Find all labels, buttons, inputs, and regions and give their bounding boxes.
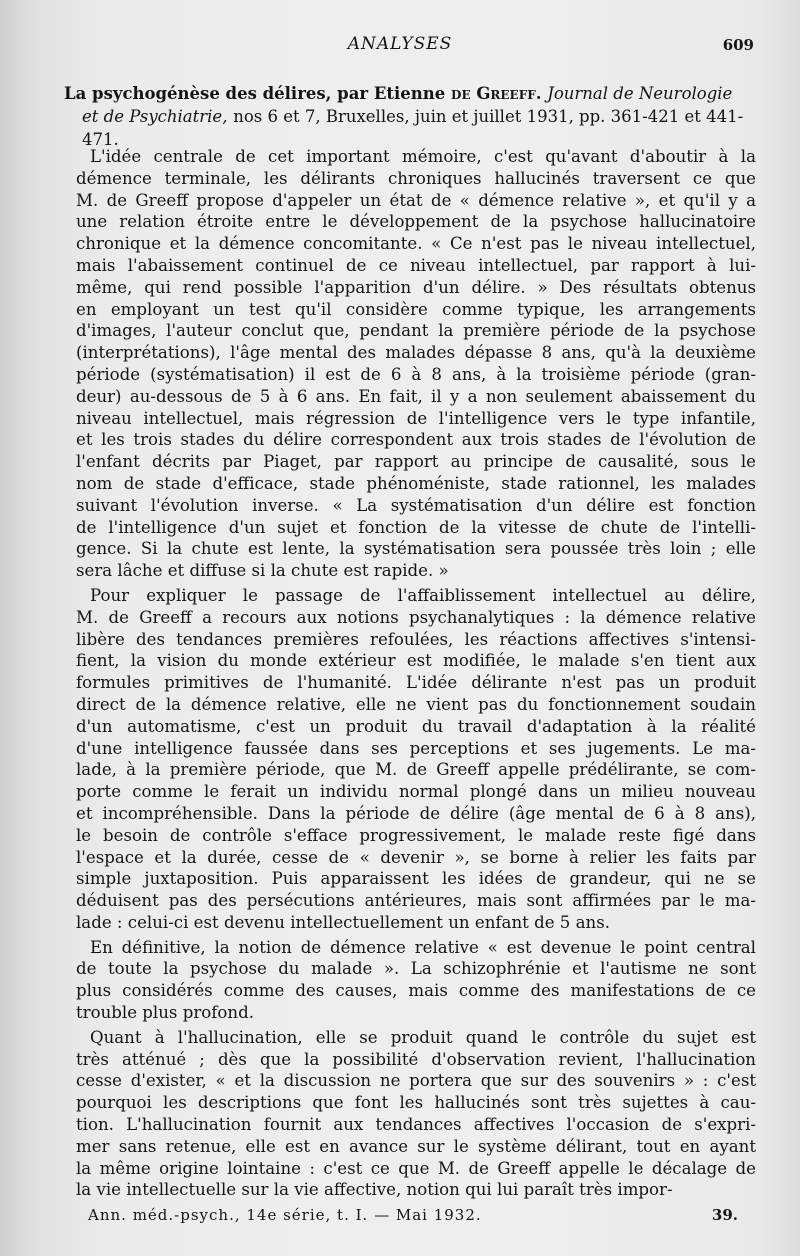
text-line: d'une intelligence faussée dans ses perceptions et ses jugements. Le ma-: [76, 738, 756, 758]
text-line: en employant un test qu'il considère comme typique, les arrangements: [76, 299, 756, 319]
text-line: une relation étroite entre le développement de la psychose hallucinatoire: [76, 212, 756, 232]
text-line: d'un automatisme, c'est un produit du travail d'adaptation à la réalité: [76, 716, 756, 736]
running-head: [0, 30, 800, 60]
article-body: [76, 146, 756, 1204]
page-footer: [88, 1206, 738, 1230]
text-line: cesse d'exister, « et la discussion ne portera que sur des souvenirs » : c'est: [76, 1071, 756, 1091]
text-line: formules primitives de l'humanité. L'idée délirante n'est pas un produit: [76, 673, 756, 693]
text-line: suivant l'évolution inverse. « La systématisation d'un délire est fonction: [76, 495, 756, 515]
text-line: la même origine lointaine : c'est ce que M. de Greeff appelle le décalage de: [76, 1158, 756, 1178]
text-line: et incompréhensible. Dans la période de délire (âge mental de 6 à 8 ans),: [76, 803, 756, 823]
text-line: M. de Greeff a recours aux notions psychanalytiques : la démence relative: [76, 607, 756, 627]
text-line: trouble plus profond.: [76, 1003, 254, 1023]
text-line: porte comme le ferait un individu normal plongé dans un milieu nouveau: [76, 782, 756, 802]
text-line: nom de stade d'efficace, stade phénoméniste, stade rationnel, les malades: [76, 473, 756, 493]
page-number: 609: [722, 36, 754, 54]
running-title: ANALYSES: [347, 34, 453, 54]
text-line: de toute la psychose du malade ». La schizophrénie et l'autisme ne sont: [76, 959, 756, 979]
text-line: et les trois stades du délire correspondent aux trois stades de l'évolution de: [76, 430, 756, 450]
text-line: d'images, l'auteur conclut que, pendant la première période de la psychose: [76, 321, 756, 341]
footer-journal-reference: Ann. méd.-psych., 14e série, t. I. — Mai 1932.: [88, 1206, 482, 1224]
text-line: de l'intelligence d'un sujet et fonction de la vitesse de chute de l'intelli-: [76, 517, 756, 537]
article-heading-line-2: [64, 105, 754, 151]
text-line: plus considérés comme des causes, mais comme des manifestations de ce: [76, 981, 756, 1001]
article-heading: [64, 82, 754, 151]
text-line: pourquoi les descriptions que font les hallucinés sont très sujettes à cau-: [76, 1093, 756, 1113]
text-line: fient, la vision du monde extérieur est modifiée, le malade s'en tient aux: [76, 651, 756, 671]
text-line: Pour expliquer le passage de l'affaiblissement intellectuel au délire,: [90, 585, 756, 605]
article-title: La psychogénèse des délires, par Etienne: [64, 84, 446, 103]
journal-details: nos 6 et 7, Bruxelles, juin et juillet 1931, pp. 361-421 et 441-471.: [82, 107, 744, 149]
text-line: mer sans retenue, elle est en avance sur le système délirant, tout en ayant: [76, 1136, 756, 1156]
paragraph: [76, 146, 756, 582]
text-line: mais l'abaissement continuel de ce niveau intellectuel, par rapport à lui-: [76, 255, 756, 275]
text-line: très atténué ; dès que la possibilité d'observation revient, l'hallucination: [76, 1049, 756, 1069]
text-line: démence terminale, les délirants chroniques hallucinés traversent ce que: [76, 168, 756, 188]
text-line: le besoin de contrôle s'efface progressivement, le malade reste figé dans: [76, 825, 756, 845]
text-line: En définitive, la notion de démence relative « est devenue le point central: [90, 937, 756, 957]
text-line: l'enfant décrits par Piaget, par rapport au principe de causalité, sous le: [76, 452, 756, 472]
text-line: déduisent pas des persécutions antérieures, mais sont affirmées par le ma-: [76, 891, 756, 911]
journal-name-cont: et de Psychiatrie,: [82, 107, 228, 126]
text-line: libère des tendances premières refoulées, les réactions affectives s'intensi-: [76, 629, 756, 649]
text-line: tion. L'hallucination fournit aux tendances affectives l'occasion de s'expri-: [76, 1115, 756, 1135]
footer-signature-number: 39.: [711, 1206, 738, 1224]
text-line: deur) au-dessous de 5 à 6 ans. En fait, il y a non seulement abaissement du: [76, 386, 756, 406]
text-line: la vie intellectuelle sur la vie affective, notion qui lui paraît très impor-: [76, 1180, 673, 1200]
text-line: même, qui rend possible l'apparition d'un délire. » Des résultats obtenus: [76, 277, 756, 297]
article-heading-line-1: [64, 82, 754, 105]
text-line: M. de Greeff propose d'appeler un état de « démence relative », et qu'il y a: [76, 190, 756, 210]
text-line: L'idée centrale de cet important mémoire, c'est qu'avant d'aboutir à la: [90, 147, 756, 166]
text-line: chronique et la démence concomitante. « Ce n'est pas le niveau intellectuel,: [76, 234, 756, 254]
text-line: sera lâche et diffuse si la chute est rapide. »: [76, 561, 449, 581]
text-line: direct de la démence relative, elle ne vient pas du fonctionnement soudain: [76, 694, 756, 714]
text-line: (interprétations), l'âge mental des malades dépasse 8 ans, qu'à la deuxième: [76, 343, 756, 363]
journal-name: Journal de Neurologie: [547, 84, 733, 103]
paragraph: [76, 1027, 756, 1201]
paragraph: [76, 585, 756, 934]
text-line: période (systématisation) il est de 6 à 8 ans, à la troisième période (gran-: [76, 364, 756, 384]
text-line: lade, à la première période, que M. de Greeff appelle prédélirante, se com-: [76, 760, 756, 780]
text-line: l'espace et la durée, cesse de « devenir », se borne à relier les faits par: [76, 847, 756, 867]
text-line: niveau intellectuel, mais régression de l'intelligence vers le type infantile,: [76, 408, 756, 428]
text-line: gence. Si la chute est lente, la systématisation sera poussée très loin ; elle: [76, 539, 756, 559]
text-line: lade : celui-ci est devenu intellectuellement un enfant de 5 ans.: [76, 912, 610, 932]
paragraph: [76, 937, 756, 1024]
article-author: de Greeff.: [451, 84, 542, 103]
text-line: simple juxtaposition. Puis apparaissent les idées de grandeur, qui ne se: [76, 869, 756, 889]
text-line: Quant à l'hallucination, elle se produit quand le contrôle du sujet est: [90, 1027, 756, 1047]
